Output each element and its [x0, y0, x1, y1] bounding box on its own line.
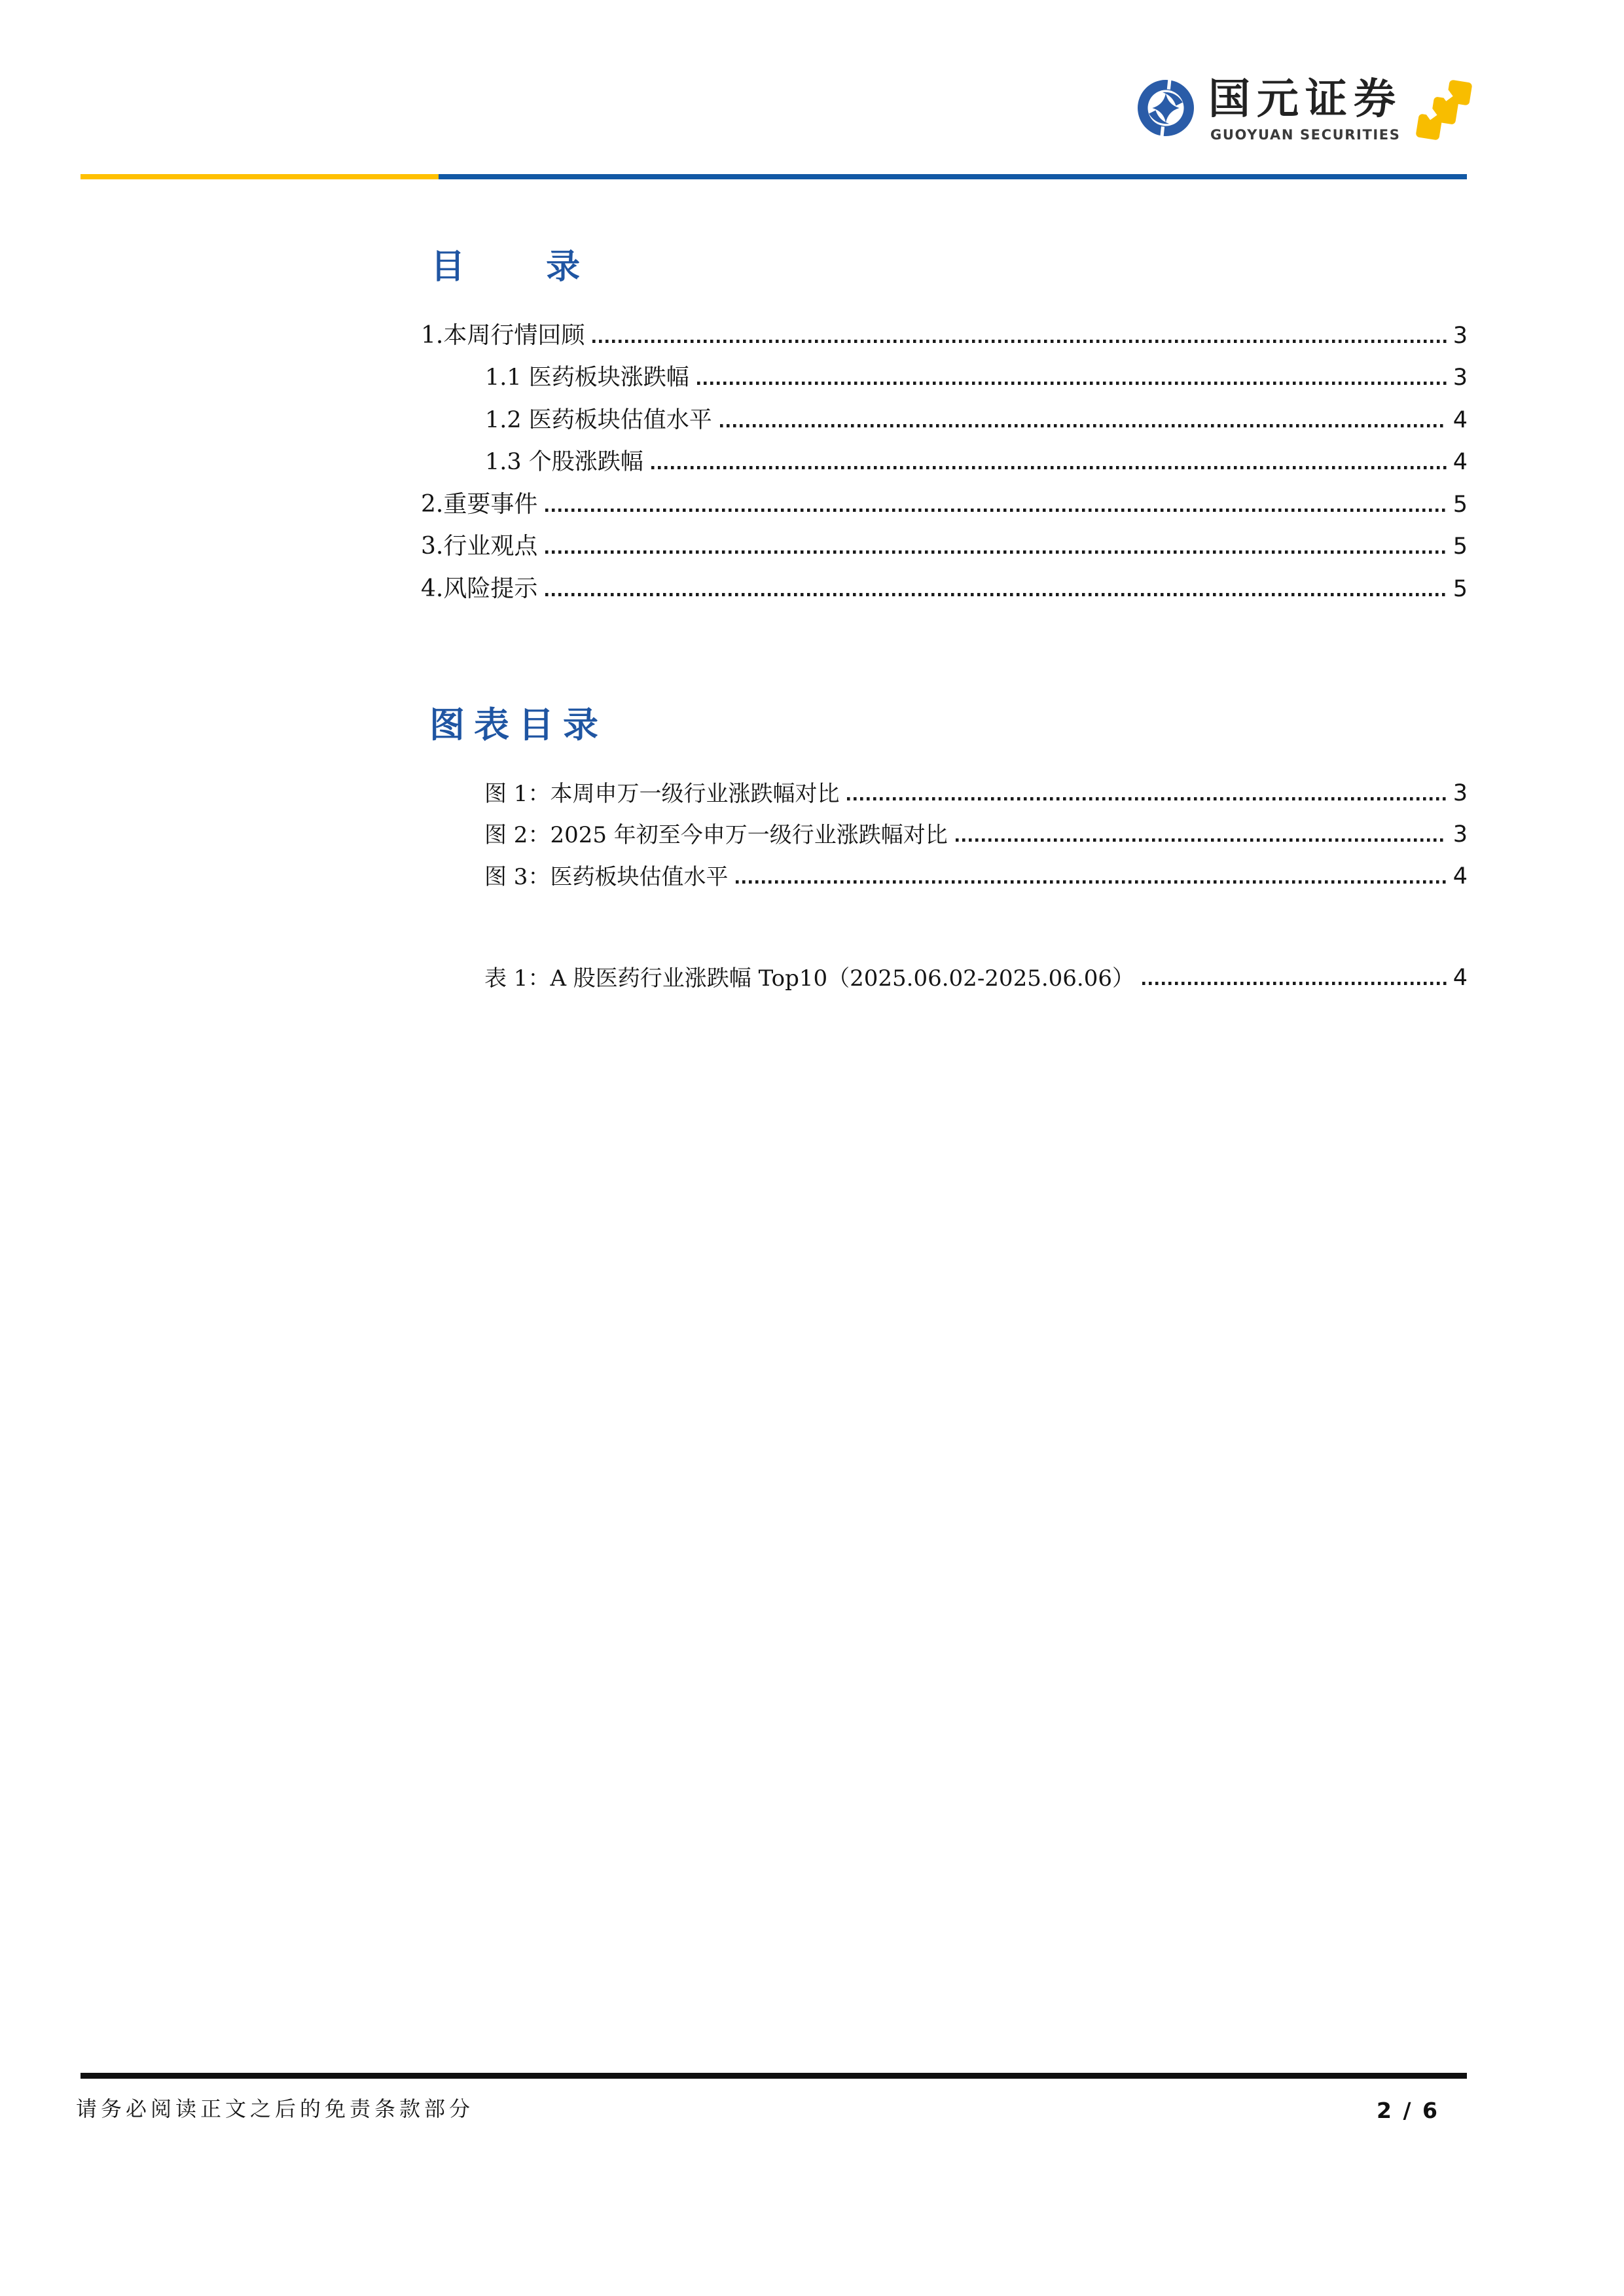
header-rule: [81, 174, 1467, 179]
table-entry-label: 表 1：A 股医药行业涨跌幅 Top10（2025.06.02-2025.06.06）: [484, 965, 1134, 992]
logo-en-text: GUOYUAN SECURITIES: [1210, 127, 1401, 143]
dot-leader: [1142, 982, 1447, 985]
figure-list: [484, 763, 1468, 990]
toc-entry-label: 4.风险提示: [421, 575, 538, 602]
dot-leader: [545, 593, 1446, 596]
table-entry-page: 4: [1453, 965, 1468, 991]
footer-page-number: 2 / 6: [1377, 2098, 1439, 2123]
logo-cn-text: 国元证券: [1208, 75, 1402, 124]
dot-leader: [736, 880, 1446, 884]
figure-entry-page: 3: [1453, 821, 1468, 848]
toc-entry[interactable]: [421, 389, 1468, 432]
toc-entry-label: 1.本周行情回顾: [421, 321, 585, 349]
toc-entry[interactable]: [421, 474, 1468, 516]
figure-entry-label: 图 2：2025 年初至今申万一级行业涨跌幅对比: [484, 822, 948, 848]
figure-entry-label: 图 1：本周申万一级行业涨跌幅对比: [484, 780, 840, 807]
figures-title: 图表目录: [429, 704, 607, 745]
footer-rule: [81, 2073, 1467, 2079]
dot-leader: [592, 340, 1446, 343]
dot-leader: [651, 466, 1447, 469]
toc-entry[interactable]: [421, 348, 1468, 390]
toc-entry-page: 3: [1453, 365, 1468, 391]
figure-entry-page: 4: [1453, 863, 1468, 889]
figure-entry[interactable]: [484, 846, 1468, 888]
dot-leader: [720, 424, 1447, 427]
figure-entry[interactable]: [484, 763, 1468, 805]
toc-entry[interactable]: [421, 432, 1468, 475]
guoyuan-logo: [1138, 77, 1471, 152]
diamond-icon: [1446, 79, 1472, 105]
header-rule-yellow-segment: [81, 174, 439, 179]
dot-leader: [545, 550, 1446, 554]
dot-leader: [545, 509, 1446, 512]
dot-leader: [956, 838, 1447, 842]
toc-list: [421, 305, 1468, 601]
footer-disclaimer: 请务必阅读正文之后的免责条款部分: [76, 2096, 475, 2121]
toc-entry-page: 5: [1453, 575, 1468, 602]
toc-entry-label: 3.行业观点: [421, 533, 538, 560]
toc-entry-label: 1.3 个股涨跌幅: [485, 449, 643, 475]
figure-entry[interactable]: [484, 805, 1468, 847]
dot-leader: [847, 797, 1446, 800]
toc-entry[interactable]: [421, 305, 1468, 348]
toc-entry-page: 4: [1453, 406, 1468, 433]
toc-entry-page: 3: [1453, 322, 1468, 349]
toc-entry-page: 5: [1453, 533, 1468, 560]
guoyuan-logo-icon: [1138, 80, 1194, 136]
toc-entry-page: 5: [1453, 491, 1468, 518]
toc-entry-page: 4: [1453, 449, 1468, 475]
toc-entry-label: 2.重要事件: [421, 490, 538, 518]
table-entry[interactable]: [484, 948, 1468, 990]
toc-entry-label: 1.1 医药板块涨跌幅: [485, 365, 689, 391]
toc-title: 目 录: [431, 247, 599, 287]
figure-entry-page: 3: [1453, 780, 1468, 806]
dot-leader: [697, 382, 1447, 385]
header-rule-blue-segment: [439, 174, 1467, 179]
figure-entry-label: 图 3：医药板块估值水平: [484, 863, 729, 890]
logo-diamonds-icon: [1417, 81, 1472, 143]
toc-entry-label: 1.2 医药板块估值水平: [485, 406, 712, 433]
toc-entry[interactable]: [421, 516, 1468, 559]
toc-entry[interactable]: [421, 558, 1468, 601]
